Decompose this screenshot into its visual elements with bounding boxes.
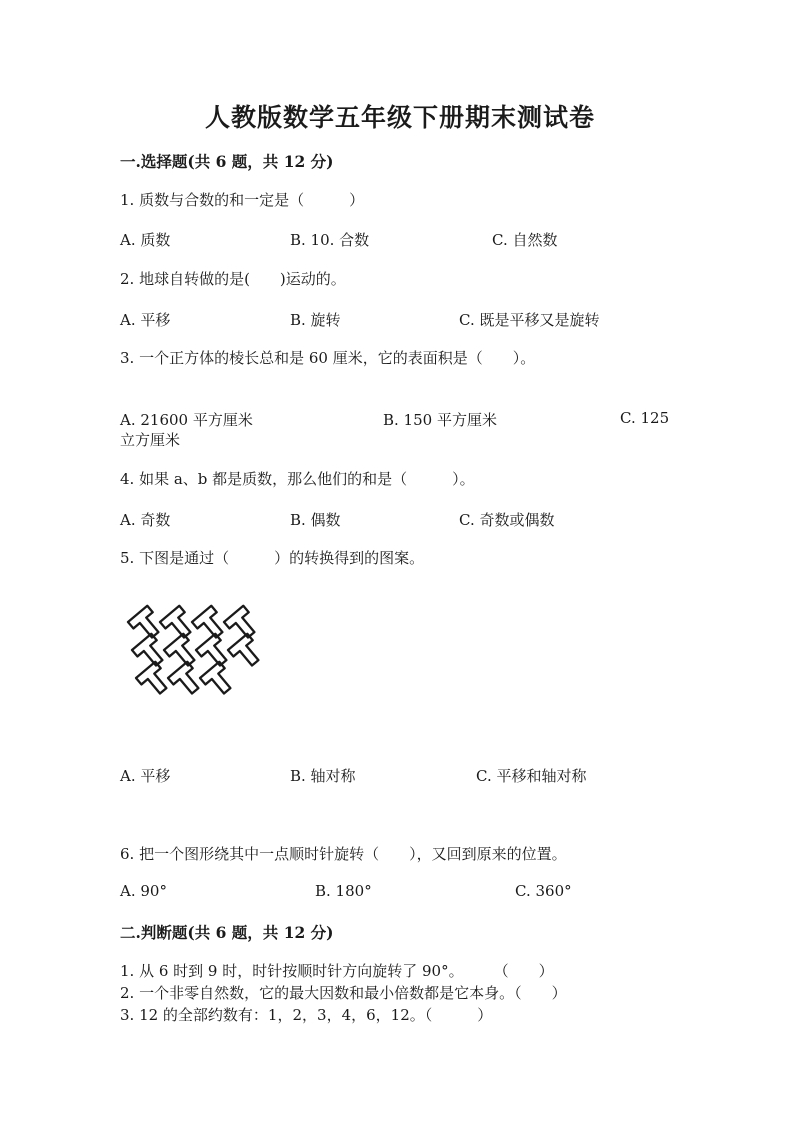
q3-option-c: C. 125: [620, 409, 670, 427]
tile-shape: [228, 634, 265, 671]
q1-option-b: B. 10. 合数: [290, 231, 370, 249]
q4-option-c: C. 奇数或偶数: [459, 511, 555, 529]
tile-shape: [168, 662, 205, 699]
q1-option-a: A. 质数: [120, 231, 171, 249]
q6-option-b: B. 180°: [315, 882, 372, 900]
q2-option-a: A. 平移: [120, 311, 171, 329]
q5-option-b: B. 轴对称: [290, 767, 356, 785]
q5-option-c: C. 平移和轴对称: [476, 767, 587, 785]
question-2: 2. 地球自转做的是( )运动的。: [120, 270, 346, 288]
q2-option-c: C. 既是平移又是旋转: [459, 311, 600, 329]
q4-option-a: A. 奇数: [120, 511, 171, 529]
tessellation-figure: [118, 600, 266, 724]
judgment-item-1: 1. 从 6 时到 9 时，时针按顺时针方向旋转了 90°。 （ ）: [120, 962, 554, 980]
judgment-item-3: 3. 12 的全部约数有：1，2，3，4，6，12。（ ）: [120, 1006, 493, 1024]
q3-option-c-continued: 立方厘米: [120, 431, 181, 449]
section-heading-judgment: 二.判断题(共 6 题，共 12 分): [120, 923, 334, 942]
question-6: 6. 把一个图形绕其中一点顺时针旋转（ ），又回到原来的位置。: [120, 845, 567, 863]
q4-option-b: B. 偶数: [290, 511, 341, 529]
page-title: 人教版数学五年级下册期末测试卷: [204, 103, 595, 132]
question-1: 1. 质数与合数的和一定是（ ）: [120, 191, 365, 209]
q5-option-a: A. 平移: [120, 767, 171, 785]
q2-option-b: B. 旋转: [290, 311, 341, 329]
tile-shape: [200, 662, 237, 699]
judgment-item-2: 2. 一个非零自然数，它的最大因数和最小倍数都是它本身。（ ）: [120, 984, 567, 1002]
q6-option-c: C. 360°: [515, 882, 572, 900]
q6-option-a: A. 90°: [120, 882, 167, 900]
section-heading-choice: 一.选择题(共 6 题，共 12 分): [120, 152, 334, 171]
q3-option-b: B. 150 平方厘米: [383, 411, 497, 429]
tile-shape: [136, 662, 173, 699]
question-4: 4. 如果 a、b 都是质数，那么他们的和是（ ）。: [120, 470, 475, 488]
q1-option-c: C. 自然数: [492, 231, 558, 249]
question-3: 3. 一个正方体的棱长总和是 60 厘米，它的表面积是（ ）。: [120, 349, 536, 367]
q3-option-a: A. 21600 平方厘米: [120, 411, 253, 429]
question-5: 5. 下图是通过（ ）的转换得到的图案。: [120, 549, 425, 567]
